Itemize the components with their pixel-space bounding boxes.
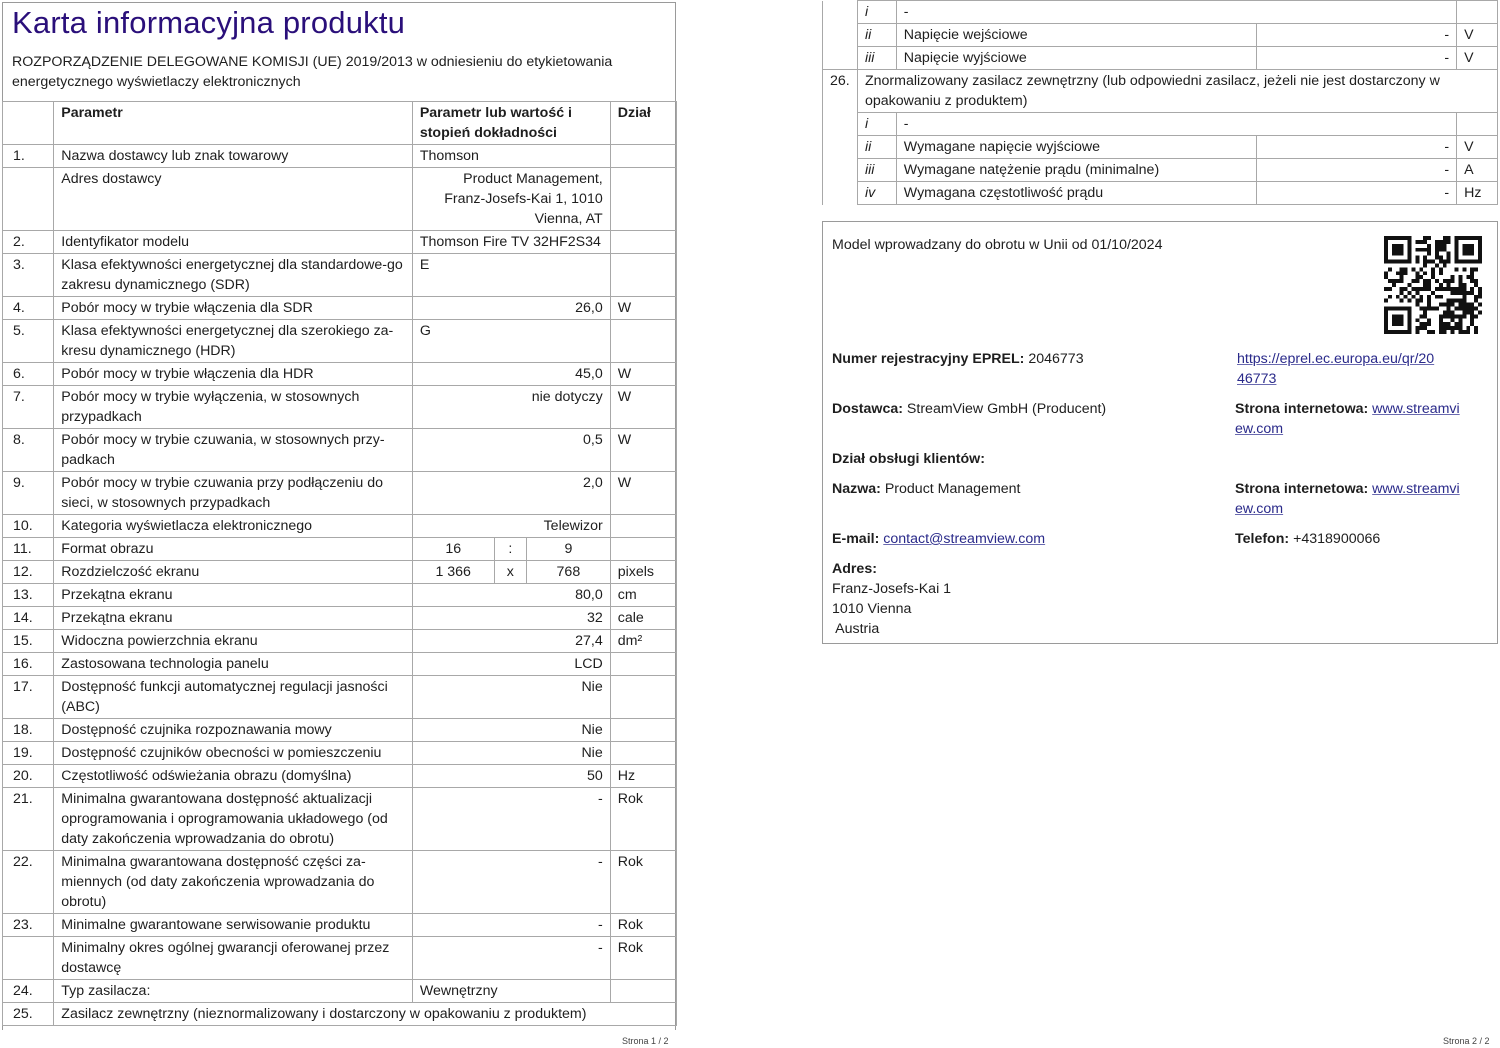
table-row bbox=[3, 363, 677, 386]
row-value: - bbox=[412, 851, 610, 914]
sub-row-unit bbox=[1457, 1, 1498, 24]
header-param: Parametr bbox=[54, 102, 413, 145]
row-value: - bbox=[412, 937, 610, 980]
row-unit bbox=[610, 719, 676, 742]
email-row bbox=[832, 529, 1045, 549]
sub-row-indent bbox=[823, 136, 858, 159]
table-row bbox=[3, 653, 677, 676]
sub-row bbox=[823, 47, 1498, 70]
row-number: 10. bbox=[3, 515, 54, 538]
table-row bbox=[3, 515, 677, 538]
table-row bbox=[3, 429, 677, 472]
address-line-1: Franz-Josefs-Kai 1 bbox=[832, 581, 952, 597]
row-unit bbox=[610, 676, 676, 719]
eprel-link[interactable] bbox=[1237, 349, 1434, 389]
row-unit: W bbox=[610, 429, 676, 472]
row-value: 26,0 bbox=[412, 297, 610, 320]
sub-row-indent bbox=[823, 47, 858, 70]
row-value: 27,4 bbox=[412, 630, 610, 653]
row-value: - bbox=[412, 914, 610, 937]
row-param: Nazwa dostawcy lub znak towarowy bbox=[54, 145, 413, 168]
row-value-a: 1 366 bbox=[412, 561, 494, 584]
row-number bbox=[3, 937, 54, 980]
service-name-label: Nazwa: bbox=[832, 481, 881, 497]
row-param: Pobór mocy w trybie wyłączenia, w stosownych przypadkach bbox=[54, 386, 413, 429]
row-unit: dm² bbox=[610, 630, 676, 653]
row-unit bbox=[610, 145, 676, 168]
eprel-link-part-2[interactable]: 46773 bbox=[1237, 371, 1277, 387]
supplier-info-box bbox=[822, 221, 1498, 644]
service-website-row bbox=[1235, 479, 1460, 519]
row-value-a: 16 bbox=[412, 538, 494, 561]
service-name-value: Product Management bbox=[884, 481, 1021, 497]
row-param: Dostępność czujnika rozpoznawania mowy bbox=[54, 719, 413, 742]
sub-row-roman: ii bbox=[857, 136, 896, 159]
table-row bbox=[3, 538, 677, 561]
row-param: Zastosowana technologia panelu bbox=[54, 653, 413, 676]
table-row bbox=[3, 231, 677, 254]
row-number: 1. bbox=[3, 145, 54, 168]
sub-row-value: - bbox=[1257, 159, 1457, 182]
row-value-sep: x bbox=[494, 561, 526, 584]
row-unit: W bbox=[610, 297, 676, 320]
row-param: Widoczna powierzchnia ekranu bbox=[54, 630, 413, 653]
row-number: 18. bbox=[3, 719, 54, 742]
row-param: Klasa efektywności energetycznej dla standardowe-go zakresu dynamicznego (SDR) bbox=[54, 254, 413, 297]
row-value: Telewizor bbox=[412, 515, 610, 538]
sub-row bbox=[823, 182, 1498, 205]
sub-row-unit: V bbox=[1457, 24, 1498, 47]
row-param: Kategoria wyświetlacza elektronicznego bbox=[54, 515, 413, 538]
sub-row-indent bbox=[823, 24, 858, 47]
row-number: 9. bbox=[3, 472, 54, 515]
row-26-label: Znormalizowany zasilacz zewnętrzny (lub odpowiedni zasilacz, jeżeli nie jest dostarczony w opakowaniu z produktem) bbox=[857, 70, 1497, 113]
sub-row-indent bbox=[823, 159, 858, 182]
row-number: 19. bbox=[3, 742, 54, 765]
row-number: 23. bbox=[3, 914, 54, 937]
table-row bbox=[3, 914, 677, 937]
row-param: Dostępność czujników obecności w pomieszczeniu bbox=[54, 742, 413, 765]
row-value: 45,0 bbox=[412, 363, 610, 386]
row-param: Przekątna ekranu bbox=[54, 607, 413, 630]
sub-row-roman: i bbox=[857, 113, 896, 136]
row-26 bbox=[823, 70, 1498, 113]
row-unit: W bbox=[610, 386, 676, 429]
sub-row-value: - bbox=[1257, 24, 1457, 47]
address-label: Adres: bbox=[832, 561, 877, 577]
sub-row bbox=[823, 1, 1498, 24]
table-row bbox=[3, 145, 677, 168]
row-value-sep: : bbox=[494, 538, 526, 561]
page-1-footer: Strona 1 / 2 bbox=[622, 1036, 669, 1046]
row-value: - bbox=[412, 788, 610, 851]
table-row bbox=[3, 980, 677, 1003]
row-number: 20. bbox=[3, 765, 54, 788]
phone-label: Telefon: bbox=[1235, 531, 1290, 547]
row-number: 13. bbox=[3, 584, 54, 607]
row-value: Nie bbox=[412, 742, 610, 765]
sub-row-unit: V bbox=[1457, 47, 1498, 70]
row-value-b: 9 bbox=[527, 538, 611, 561]
eprel-link-part-1[interactable]: https://eprel.ec.europa.eu/qr/20 bbox=[1237, 351, 1435, 367]
row-value: Nie bbox=[412, 719, 610, 742]
sub-row-indent bbox=[823, 182, 858, 205]
row-unit: W bbox=[610, 472, 676, 515]
row-number: 7. bbox=[3, 386, 54, 429]
service-website-link-part-1[interactable]: www.streamvi bbox=[1372, 481, 1460, 497]
service-name-row bbox=[832, 479, 1021, 499]
row-unit: Rok bbox=[610, 788, 676, 851]
row-value-b: 768 bbox=[527, 561, 611, 584]
row-unit: Hz bbox=[610, 765, 676, 788]
row-param: Minimalny okres ogólnej gwarancji oferowanej przez dostawcę bbox=[54, 937, 413, 980]
row-value: G bbox=[412, 320, 610, 363]
row-unit bbox=[610, 254, 676, 297]
row-number: 16. bbox=[3, 653, 54, 676]
sub-row-label: Wymagane napięcie wyjściowe bbox=[896, 136, 1257, 159]
row-unit bbox=[610, 742, 676, 765]
row-unit bbox=[610, 231, 676, 254]
sub-row-label: - bbox=[896, 113, 1456, 136]
power-supply-table bbox=[822, 0, 1498, 205]
table-row bbox=[3, 676, 677, 719]
header-unit: Dział bbox=[610, 102, 676, 145]
row-param: Minimalne gwarantowane serwisowanie produktu bbox=[54, 914, 413, 937]
sub-row-roman: iv bbox=[857, 182, 896, 205]
row-param: Typ zasilacza: bbox=[54, 980, 413, 1003]
row-unit: Rok bbox=[610, 914, 676, 937]
sub-row-label: Wymagana częstotliwość prądu bbox=[896, 182, 1257, 205]
row-unit: pixels bbox=[610, 561, 676, 584]
row-param: Częstotliwość odświeżania obrazu (domyślna) bbox=[54, 765, 413, 788]
sub-row bbox=[823, 113, 1498, 136]
address-line-3: Austria bbox=[832, 621, 880, 637]
row-value: Nie bbox=[412, 676, 610, 719]
row-unit: cm bbox=[610, 584, 676, 607]
row-unit bbox=[610, 538, 676, 561]
row-number: 3. bbox=[3, 254, 54, 297]
sub-row-value: - bbox=[1257, 47, 1457, 70]
sub-row-roman: iii bbox=[857, 47, 896, 70]
page-title: Karta informacyjna produktu bbox=[12, 5, 406, 40]
row-number: 17. bbox=[3, 676, 54, 719]
row-param: Minimalna gwarantowana dostępność aktualizacji oprogramowania i oprogramowania układowego (od daty zakończenia wprowadzania do obrotu) bbox=[54, 788, 413, 851]
sub-row-value: - bbox=[1257, 182, 1457, 205]
row-unit: cale bbox=[610, 607, 676, 630]
row-number: 26. bbox=[823, 70, 858, 113]
page-2-footer: Strona 2 / 2 bbox=[1443, 1036, 1490, 1046]
table-row bbox=[3, 472, 677, 515]
row-value: Product Management, Franz-Josefs-Kai 1, 1010 Vienna, AT bbox=[412, 168, 610, 231]
sub-row-label: - bbox=[896, 1, 1456, 24]
row-param: Pobór mocy w trybie włączenia dla SDR bbox=[54, 297, 413, 320]
eprel-row bbox=[832, 349, 1084, 369]
row-param: Format obrazu bbox=[54, 538, 413, 561]
row-param: Zasilacz zewnętrzny (nieznormalizowany i dostarczony w opakowaniu z produktem) bbox=[54, 1003, 677, 1026]
eprel-label: Numer rejestracyjny EPREL: bbox=[832, 351, 1025, 367]
row-param: Pobór mocy w trybie czuwania, w stosownych przy-padkach bbox=[54, 429, 413, 472]
row-number: 2. bbox=[3, 231, 54, 254]
sub-row-roman: i bbox=[857, 1, 896, 24]
row-value: 2,0 bbox=[412, 472, 610, 515]
row-number: 25. bbox=[3, 1003, 54, 1026]
sub-row-roman: ii bbox=[857, 24, 896, 47]
row-number: 12. bbox=[3, 561, 54, 584]
supplier-value: StreamView GmbH (Producent) bbox=[906, 401, 1107, 417]
row-number: 4. bbox=[3, 297, 54, 320]
table-row bbox=[3, 742, 677, 765]
address-line-2: 1010 Vienna bbox=[832, 601, 912, 617]
row-param: Klasa efektywności energetycznej dla szerokiego za-kresu dynamicznego (HDR) bbox=[54, 320, 413, 363]
market-date: Model wprowadzany do obrotu w Unii od 01/10/2024 bbox=[832, 237, 1163, 253]
table-row bbox=[3, 851, 677, 914]
row-value: Thomson Fire TV 32HF2S34 bbox=[412, 231, 610, 254]
sub-row-unit: A bbox=[1457, 159, 1498, 182]
row-value: 32 bbox=[412, 607, 610, 630]
sub-row-unit: Hz bbox=[1457, 182, 1498, 205]
service-website-link-part-2[interactable]: ew.com bbox=[1235, 501, 1284, 517]
row-unit bbox=[610, 980, 676, 1003]
table-row bbox=[3, 386, 677, 429]
row-number: 8. bbox=[3, 429, 54, 472]
phone-value: +4318900066 bbox=[1293, 531, 1381, 547]
sub-row-label: Napięcie wejściowe bbox=[896, 24, 1257, 47]
row-unit bbox=[610, 653, 676, 676]
website-label: Strona internetowa: bbox=[1235, 401, 1369, 417]
row-value: E bbox=[412, 254, 610, 297]
table-row bbox=[3, 584, 677, 607]
row-value: nie dotyczy bbox=[412, 386, 610, 429]
product-info-table bbox=[2, 101, 677, 1026]
table-header-row bbox=[3, 102, 677, 145]
row-param: Rozdzielczość ekranu bbox=[54, 561, 413, 584]
row-number: 5. bbox=[3, 320, 54, 363]
sub-row-label: Wymagane natężenie prądu (minimalne) bbox=[896, 159, 1257, 182]
eprel-value: 2046773 bbox=[1028, 351, 1084, 367]
row-number: 15. bbox=[3, 630, 54, 653]
row-number: 22. bbox=[3, 851, 54, 914]
table-row bbox=[3, 719, 677, 742]
row-unit bbox=[610, 168, 676, 231]
supplier-row bbox=[832, 399, 1106, 419]
header-num bbox=[3, 102, 54, 145]
sub-row bbox=[823, 136, 1498, 159]
sub-row bbox=[823, 24, 1498, 47]
row-value: Wewnętrzny bbox=[412, 980, 610, 1003]
supplier-label: Dostawca: bbox=[832, 401, 903, 417]
table-row bbox=[3, 168, 677, 231]
row-number: 21. bbox=[3, 788, 54, 851]
row-param: Pobór mocy w trybie włączenia dla HDR bbox=[54, 363, 413, 386]
qr-code-icon[interactable] bbox=[1384, 236, 1482, 334]
customer-service-heading: Dział obsługi klientów: bbox=[832, 451, 985, 467]
row-unit: Rok bbox=[610, 937, 676, 980]
row-param: Identyfikator modelu bbox=[54, 231, 413, 254]
email-link[interactable]: contact@streamview.com bbox=[883, 531, 1046, 547]
row-param: Dostępność funkcji automatycznej regulacji jasności (ABC) bbox=[54, 676, 413, 719]
header-value: Parametr lub wartość i stopień dokładności bbox=[412, 102, 610, 145]
table-row bbox=[3, 937, 677, 980]
sub-row-unit bbox=[1457, 113, 1498, 136]
sub-row-value: - bbox=[1257, 136, 1457, 159]
row-unit: W bbox=[610, 363, 676, 386]
row-number: 24. bbox=[3, 980, 54, 1003]
website-link-part-1[interactable]: www.streamvi bbox=[1372, 401, 1460, 417]
row-number: 14. bbox=[3, 607, 54, 630]
sub-row-indent bbox=[823, 1, 858, 24]
email-label: E-mail: bbox=[832, 531, 880, 547]
row-unit: Rok bbox=[610, 851, 676, 914]
row-value: 80,0 bbox=[412, 584, 610, 607]
row-number: 6. bbox=[3, 363, 54, 386]
sub-row-unit: V bbox=[1457, 136, 1498, 159]
row-unit bbox=[610, 515, 676, 538]
sub-row-label: Napięcie wyjściowe bbox=[896, 47, 1257, 70]
table-row bbox=[3, 561, 677, 584]
row-number bbox=[3, 168, 54, 231]
table-row bbox=[3, 630, 677, 653]
table-row bbox=[3, 1003, 677, 1026]
row-param: Adres dostawcy bbox=[54, 168, 413, 231]
sub-row-indent bbox=[823, 113, 858, 136]
row-value: 0,5 bbox=[412, 429, 610, 472]
sub-row bbox=[823, 159, 1498, 182]
sub-row-roman: iii bbox=[857, 159, 896, 182]
table-row bbox=[3, 297, 677, 320]
page-1 bbox=[2, 2, 676, 1030]
website-link-part-2[interactable]: ew.com bbox=[1235, 421, 1284, 437]
service-website-label: Strona internetowa: bbox=[1235, 481, 1369, 497]
table-row bbox=[3, 254, 677, 297]
phone-row bbox=[1235, 529, 1380, 549]
table-row bbox=[3, 765, 677, 788]
table-row bbox=[3, 607, 677, 630]
table-row bbox=[3, 788, 677, 851]
row-unit bbox=[610, 320, 676, 363]
row-param: Minimalna gwarantowana dostępność części za-miennych (od daty zakończenia wprowadzania do obrotu) bbox=[54, 851, 413, 914]
row-value: Thomson bbox=[412, 145, 610, 168]
regulation-subtitle: ROZPORZĄDZENIE DELEGOWANE KOMISJI (UE) 2019/2013 w odniesieniu do etykietowania energetycznego wyświetlaczy elektronicznych bbox=[12, 54, 613, 90]
website-row bbox=[1235, 399, 1460, 439]
row-number: 11. bbox=[3, 538, 54, 561]
row-param: Pobór mocy w trybie czuwania przy podłączeniu do sieci, w stosownych przypadkach bbox=[54, 472, 413, 515]
row-param: Przekątna ekranu bbox=[54, 584, 413, 607]
row-value: LCD bbox=[412, 653, 610, 676]
table-row bbox=[3, 320, 677, 363]
row-value: 50 bbox=[412, 765, 610, 788]
